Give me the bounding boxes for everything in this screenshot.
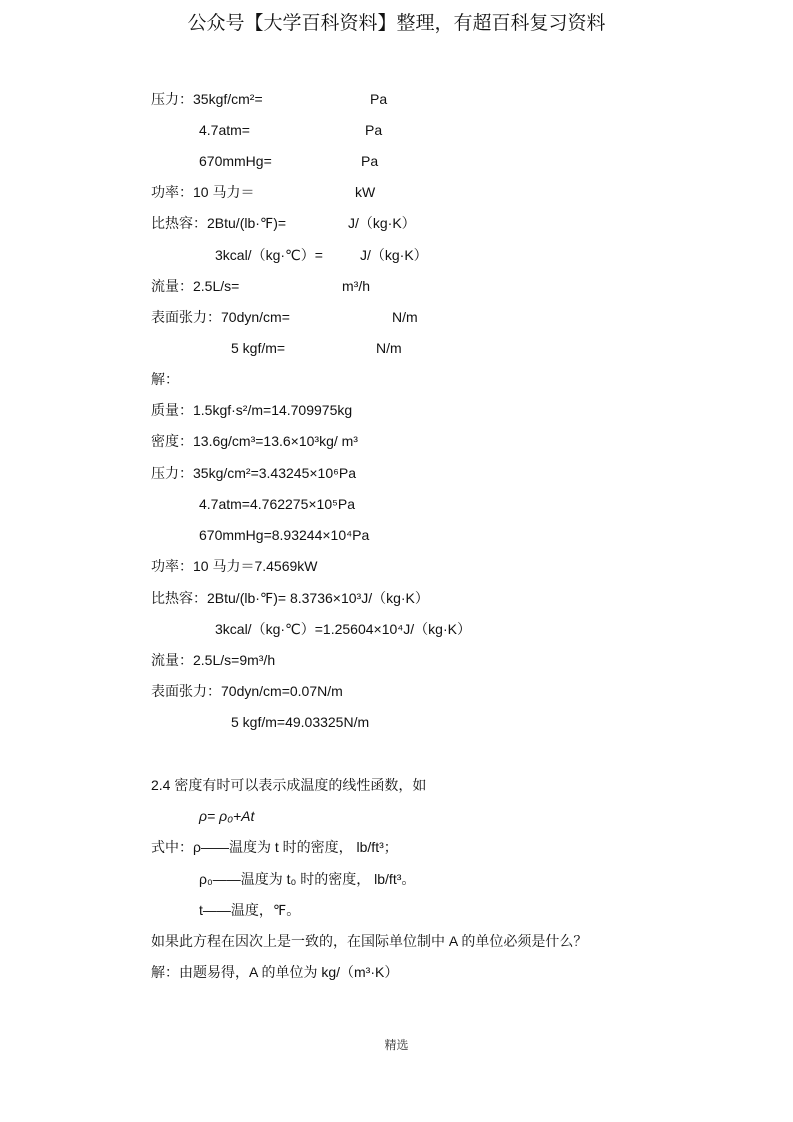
q-flow-unit: m³/h: [342, 278, 370, 294]
q-pressure-1-unit: Pa: [370, 91, 388, 107]
solution-line: 3kcal/（kg·℃）=1.25604×10⁴J/（kg·K）: [215, 621, 471, 637]
solution-label: 解：: [151, 371, 179, 387]
q-tension-2-unit: N/m: [376, 340, 402, 356]
page-footer: 精选: [384, 1038, 409, 1052]
q-tension-2: 5 kgf/m=: [231, 340, 286, 356]
solution-line: 流量：2.5L/s=9m³/h: [151, 652, 276, 668]
solution-line: 压力：35kg/cm²=3.43245×10⁶Pa: [151, 465, 356, 481]
solution-line: 表面张力：70dyn/cm=0.07N/m: [151, 683, 343, 699]
q-pressure-3-unit: Pa: [361, 153, 379, 169]
solution-line: 比热容：2Btu/(lb·℉)= 8.3736×10³J/（kg·K）: [151, 590, 429, 606]
q-heat-1: 比热容：2Btu/(lb·℉)=: [151, 215, 287, 231]
problem-question: 如果此方程在因次上是一致的，在国际单位制中 A 的单位必须是什么？: [151, 933, 588, 949]
q-heat-2: 3kcal/（kg·℃）=: [215, 247, 323, 263]
solution-line: 功率：10 马力＝7.4569kW: [151, 558, 318, 574]
q-tension-1: 表面张力：70dyn/cm=: [151, 309, 290, 325]
q-pressure-1: 压力：35kgf/cm²=: [151, 91, 263, 107]
solution-line: 质量：1.5kgf·s²/m=14.709975kg: [151, 402, 353, 418]
where-rho0: ρ₀——温度为 t₀ 时的密度， lb/ft³。: [199, 871, 416, 887]
solution-line: 密度：13.6g/cm³=13.6×10³kg/ m³: [151, 433, 358, 449]
q-tension-1-unit: N/m: [392, 309, 418, 325]
density-equation: ρ= ρ₀+At: [199, 808, 255, 824]
where-t: t——温度，℉。: [199, 902, 301, 918]
q-pressure-2: 4.7atm=: [199, 122, 250, 138]
problem-answer: 解：由题易得，A 的单位为 kg/（m³·K）: [151, 964, 399, 980]
q-pressure-3: 670mmHg=: [199, 153, 272, 169]
q-power-unit: kW: [355, 184, 376, 200]
problem-statement: 2.4 密度有时可以表示成温度的线性函数，如: [151, 777, 427, 793]
where-rho: 式中：ρ——温度为 t 时的密度， lb/ft³；: [151, 839, 398, 855]
q-power: 功率：10 马力＝: [151, 184, 255, 200]
q-heat-2-unit: J/（kg·K）: [360, 247, 428, 263]
q-pressure-2-unit: Pa: [365, 122, 383, 138]
solution-line: 670mmHg=8.93244×10⁴Pa: [199, 527, 370, 543]
solution-line: 4.7atm=4.762275×10⁵Pa: [199, 496, 356, 512]
q-flow: 流量：2.5L/s=: [151, 278, 240, 294]
q-heat-1-unit: J/（kg·K）: [348, 215, 416, 231]
solution-line: 5 kgf/m=49.03325N/m: [231, 714, 370, 730]
page-header: 公众号【大学百科资料】整理，有超百科复习资料: [187, 12, 606, 34]
